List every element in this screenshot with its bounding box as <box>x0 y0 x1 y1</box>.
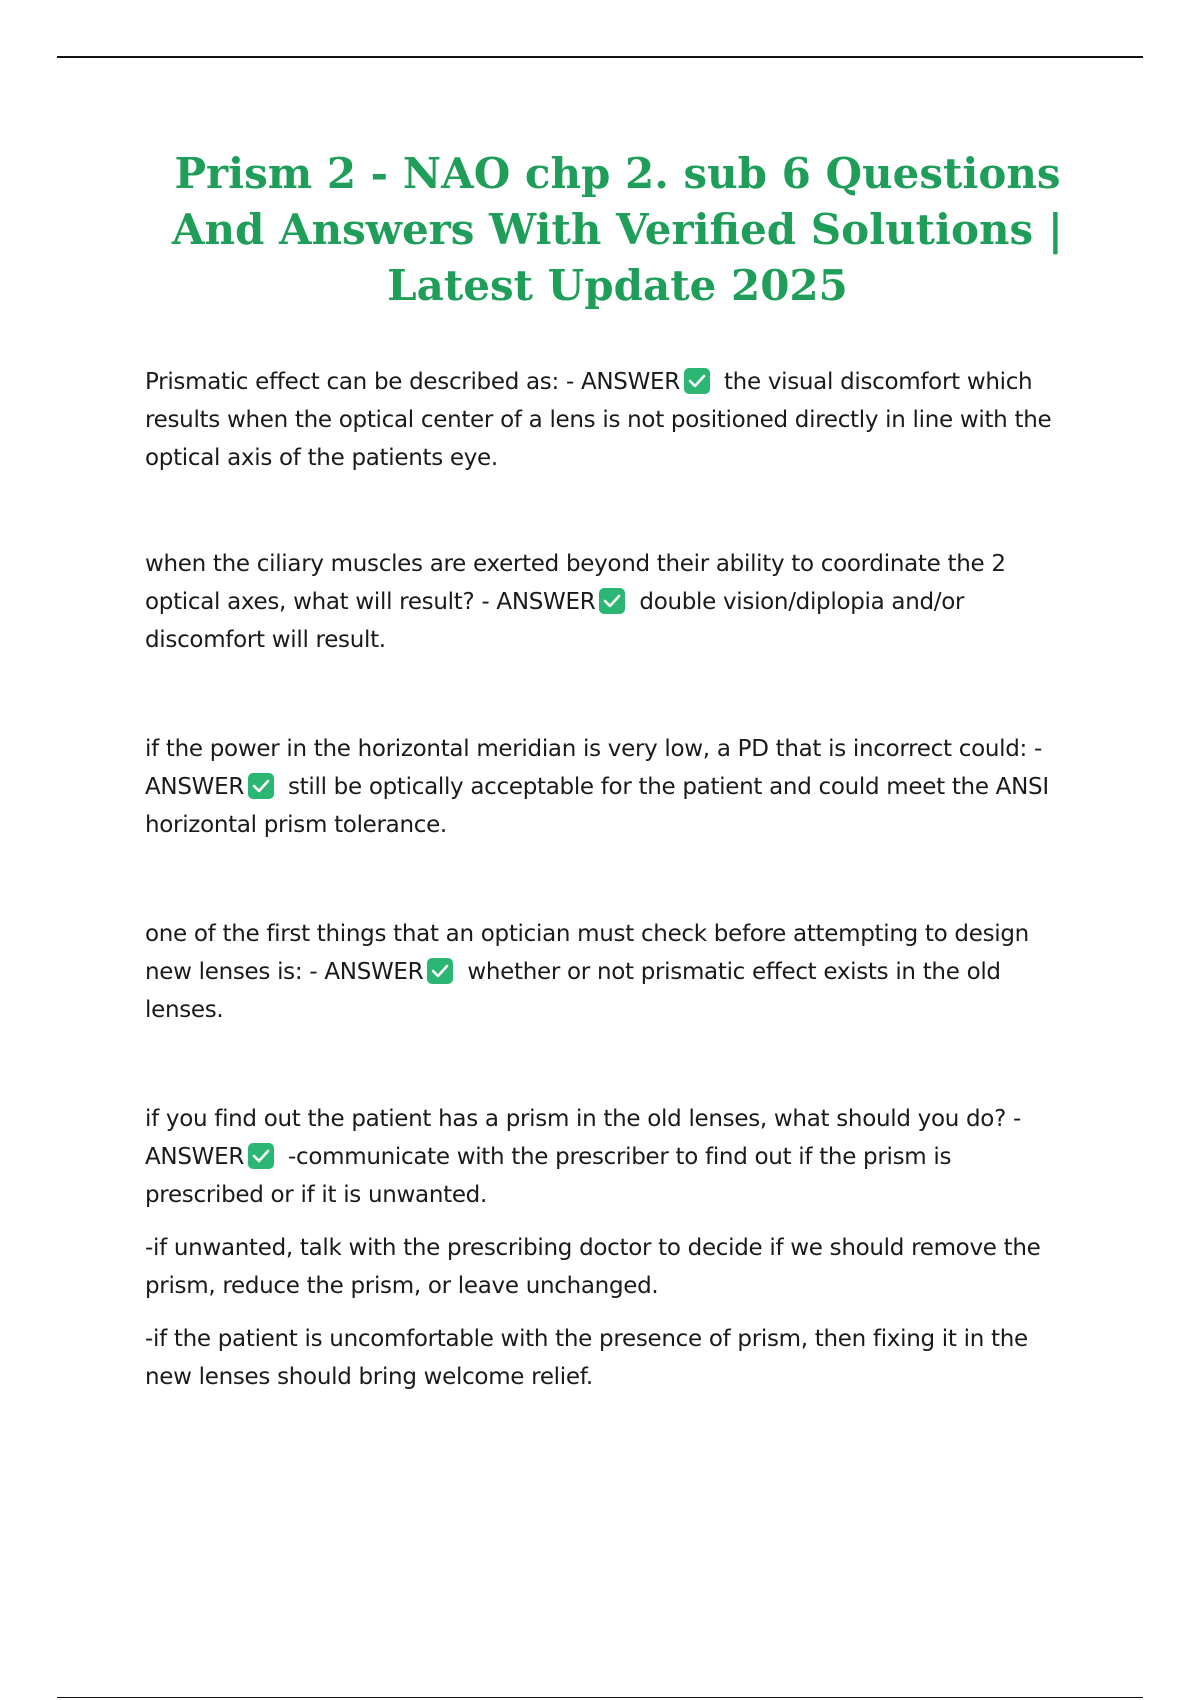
answer-text: still be optically acceptable for the patient and could meet the ANSI horizontal prism tolerance. <box>145 774 1049 838</box>
check-icon <box>427 958 453 984</box>
question-text: one of the first things that an optician must check before attempting to design new lenses is: <box>145 921 1029 985</box>
check-icon <box>599 588 625 614</box>
question-text: when the ciliary muscles are exerted beyond their ability to coordinate the 2 optical axes, what will result? <box>145 551 1006 615</box>
check-icon <box>248 773 274 799</box>
check-icon <box>684 368 710 394</box>
qa-item <box>145 730 1075 844</box>
answer-text: double vision/diplopia and/or discomfort will result. <box>145 589 965 653</box>
answer-paragraph: -if the patient is uncomfortable with the presence of prism, then fixing it in the new lenses should bring welcome relief. <box>145 1326 1028 1390</box>
answer-text: whether or not prismatic effect exists in the old lenses. <box>145 959 1001 1023</box>
qa-item <box>145 1100 1075 1214</box>
question-text: if you find out the patient has a prism in the old lenses, what should you do? <box>145 1106 1006 1132</box>
check-icon <box>248 1143 274 1169</box>
top-rule <box>57 56 1143 58</box>
answer-marker: - ANSWER <box>145 1106 1022 1170</box>
document-title: Prism 2 - NAO chp 2. sub 6 Questions And Answers With Verified Solutions | Latest Update 2025 <box>171 149 1064 310</box>
answer-text: the visual discomfort which results when the optical center of a lens is not positioned directly in line with the optical axis of the patients eye. <box>145 369 1052 471</box>
answer-marker: - ANSWER <box>481 589 596 615</box>
question-text: Prismatic effect can be described as: <box>145 369 559 395</box>
answer-marker: - ANSWER <box>309 959 424 985</box>
answer-marker: - ANSWER <box>145 736 1042 800</box>
answer-marker: - ANSWER <box>565 369 680 395</box>
bottom-rule <box>57 1697 1143 1698</box>
answer-text: -communicate with the prescriber to find out if the prism is prescribed or if it is unwanted. <box>145 1144 952 1208</box>
answer-paragraph: -if unwanted, talk with the prescribing doctor to decide if we should remove the prism, reduce the prism, or leave unchanged. <box>145 1235 1041 1299</box>
question-text: if the power in the horizontal meridian is very low, a PD that is incorrect could: <box>145 736 1027 762</box>
qa-item <box>145 915 1075 1029</box>
qa-item <box>145 545 1075 659</box>
qa-item <box>145 363 1075 477</box>
